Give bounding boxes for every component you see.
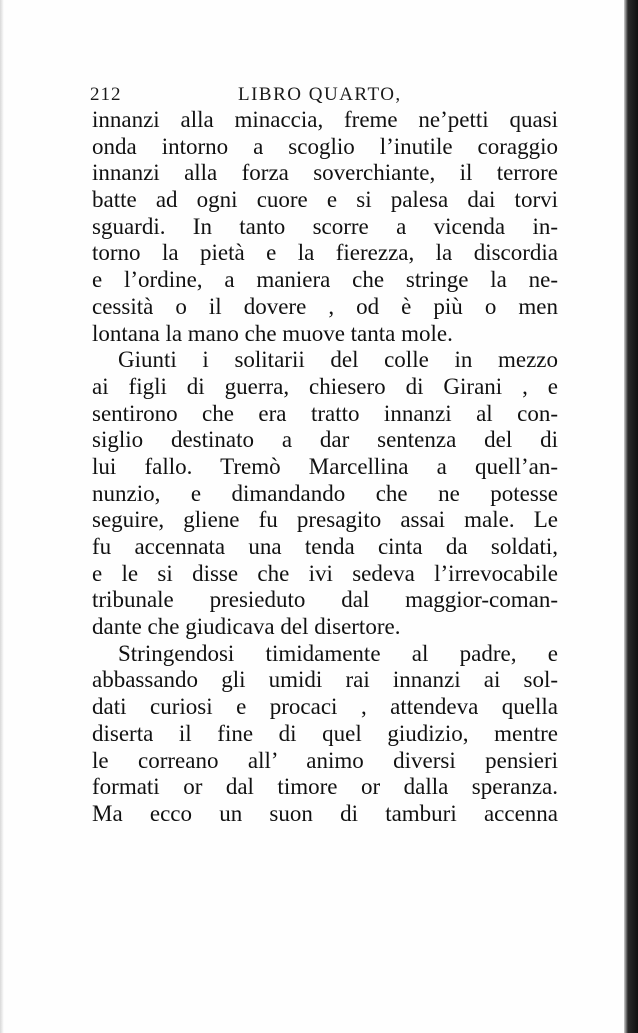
text-line: tribunale presieduto dal maggior-coman-	[92, 587, 558, 613]
running-head: LIBRO QUARTO,	[238, 84, 402, 105]
text-line: diserta il fine di quel giudizio, mentre	[92, 720, 558, 746]
text-line: fu accennata una tenda cinta da soldati,	[92, 534, 558, 559]
text-line: e le si disse che ivi sedeva l’irrevocabile	[92, 560, 558, 586]
text-line: onda intorno a scoglio l’inutile coraggio	[92, 133, 558, 159]
text-line: seguire, gliene fu presagito assai male. Le	[92, 507, 558, 533]
body-text	[92, 107, 558, 828]
text-line: lontana la mano che muove tanta mole.	[92, 320, 453, 346]
text-line: e l’ordine, a maniera che stringe la ne-	[92, 267, 558, 293]
page-number: 212	[90, 84, 122, 105]
book-edge	[624, 0, 638, 1033]
text-line: sguardi. In tanto scorre a vicenda in-	[92, 213, 558, 239]
text-line: innanzi alla forza soverchiante, il terrore	[92, 160, 558, 186]
text-line: sentirono che era tratto innanzi al con-	[92, 400, 558, 426]
text-line: Stringendosi timidamente al padre, e	[118, 640, 558, 666]
text-line: nunzio, e dimandando che ne potesse	[92, 480, 558, 506]
text-line: formati or dal timore or dalla speranza.	[92, 774, 558, 800]
text-line: dante che giudicava del disertore.	[92, 614, 401, 640]
text-line: dati curiosi e procaci , attendeva quella	[92, 694, 558, 720]
text-line: torno la pietà e la fierezza, la discordia	[92, 240, 558, 266]
text-line: le correano all’ animo diversi pensieri	[92, 747, 558, 773]
page-gutter-shadow	[0, 0, 4, 1033]
text-line: siglio destinato a dar sentenza del di	[92, 427, 558, 453]
text-line: Giunti i solitarii del colle in mezzo	[118, 347, 558, 373]
text-line: Ma ecco un suon di tamburi accenna	[92, 800, 558, 826]
text-line: cessità o il dovere , od è più o men	[92, 293, 558, 319]
text-line: abbassando gli umidi rai innanzi ai sol-	[92, 667, 558, 693]
text-line: innanzi alla minaccia, freme ne’petti quasi	[92, 107, 558, 132]
text-line: lui fallo. Tremò Marcellina a quell’an-	[92, 453, 558, 479]
text-line: ai figli di guerra, chiesero di Girani , e	[92, 373, 558, 399]
page-header	[90, 84, 560, 108]
text-line: batte ad ogni cuore e si palesa dai torvi	[92, 187, 558, 213]
